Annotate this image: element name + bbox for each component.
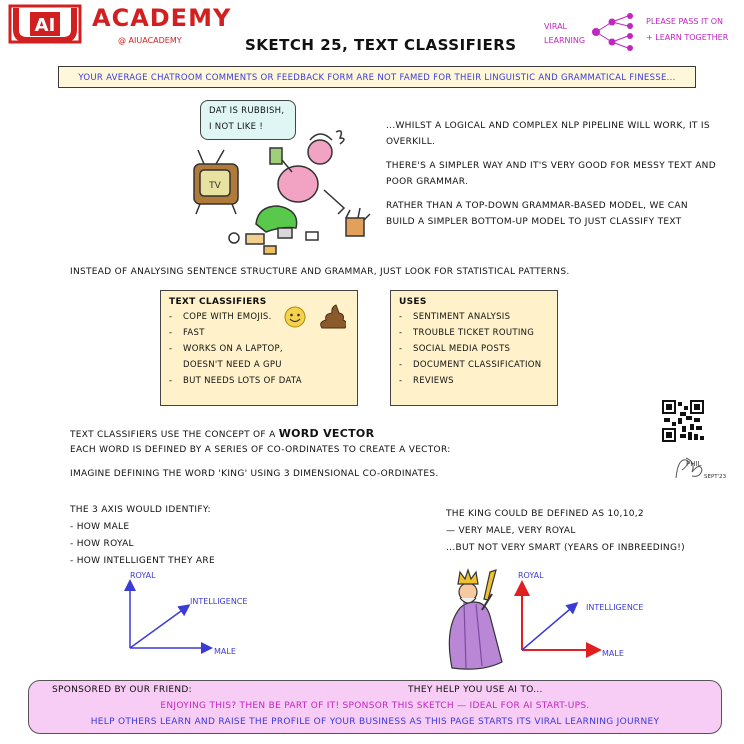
list-item: - BUT NEEDS LOTS OF DATA	[169, 373, 349, 389]
page-title: SKETCH 25, TEXT CLASSIFIERS	[245, 36, 517, 54]
signature-icon	[672, 452, 732, 482]
intro-banner: YOUR AVERAGE CHATROOM COMMENTS OR FEEDBACK FORM ARE NOT FAMED FOR THEIR LINGUISTIC AND GRAMMATICAL FINESSE...	[58, 66, 696, 88]
viral-learning-label: VIRAL LEARNING	[544, 22, 586, 45]
intro-paragraph-2: THERE'S A SIMPLER WAY AND IT'S VERY GOOD FOR MESSY TEXT AND POOR GRAMMAR.	[386, 161, 716, 187]
list-item: - SENTIMENT ANALYSIS	[399, 309, 549, 325]
sponsor-viral-message: HELP OTHERS LEARN AND RAISE THE PROFILE OF YOUR BUSINESS AS THIS PAGE STARTS ITS VIRAL LEARNING JOURNEY	[90, 717, 660, 727]
axes-diagram-red	[504, 566, 674, 666]
word-vector-text: TEXT CLASSIFIERS USE THE CONCEPT OF A WORD VECTOR	[70, 427, 375, 440]
smiley-emoji-icon	[284, 306, 306, 328]
uses-panel	[390, 290, 558, 406]
panel-heading: USES	[399, 297, 427, 307]
king-definition: THE KING COULD BE DEFINED AS 10,10,2 — VERY MALE, VERY ROYAL ...BUT NOT VERY SMART (YEARS OF INBREEDING!)	[446, 509, 685, 553]
list-item: - DOCUMENT CLASSIFICATION	[399, 357, 549, 373]
list-item: - TROUBLE TICKET ROUTING	[399, 325, 549, 341]
network-icon	[590, 10, 642, 54]
speech-bubble: DAT IS RUBBISH, I NOT LIKE !	[200, 100, 296, 140]
list-item: - WORKS ON A LAPTOP,	[169, 341, 349, 357]
list-item: - HOW MALE	[70, 522, 130, 532]
list-item: - REVIEWS	[399, 373, 549, 389]
sponsor-helps: THEY HELP YOU USE AI TO...	[408, 685, 543, 695]
svg-text:PHIL: PHIL	[686, 460, 702, 468]
svg-text:ROYAL: ROYAL	[130, 571, 156, 580]
poo-emoji-icon	[318, 304, 346, 330]
list-item: - SOCIAL MEDIA POSTS	[399, 341, 549, 357]
brand-handle: @ AIUACADEMY	[118, 36, 182, 45]
list-item: - COPE WITH EMOJIS.	[169, 309, 349, 325]
logo-icon	[8, 4, 82, 44]
svg-text:ROYAL: ROYAL	[518, 571, 544, 580]
svg-text:AI: AI	[34, 15, 56, 36]
panel-heading: TEXT CLASSIFIERS	[169, 297, 267, 307]
word-vector-term: WORD VECTOR	[278, 427, 375, 440]
intro-text	[386, 118, 716, 238]
list-item: - HOW INTELLIGENT THEY ARE	[70, 556, 215, 566]
svg-text:MALE: MALE	[214, 647, 236, 656]
qr-code-icon	[662, 400, 704, 442]
coordinates-text: EACH WORD IS DEFINED BY A SERIES OF CO-ORDINATES TO CREATE A VECTOR:	[70, 445, 451, 455]
intro-paragraph-3: RATHER THAN A TOP-DOWN GRAMMAR-BASED MODEL, WE CAN BUILD A SIMPLER BOTTOM-UP MODEL TO JUST CLASSIFY TEXT	[386, 201, 688, 227]
sponsor-call-to-action: ENJOYING THIS? THEN BE PART OF IT! SPONSOR THIS SKETCH — IDEAL FOR AI START-UPS.	[160, 701, 590, 711]
axis-list: THE 3 AXIS WOULD IDENTIFY: - HOW MALE - HOW ROYAL - HOW INTELLIGENT THEY ARE	[70, 502, 215, 570]
imagine-text: IMAGINE DEFINING THE WORD 'KING' USING 3 DIMENSIONAL CO-ORDINATES.	[70, 469, 439, 479]
axes-diagram-blue	[110, 566, 260, 666]
svg-text:INTELLIGENCE: INTELLIGENCE	[190, 597, 248, 606]
list-item: - HOW ROYAL	[70, 539, 134, 549]
king-illustration	[432, 566, 512, 670]
sponsor-label: SPONSORED BY OUR FRIEND:	[52, 685, 192, 695]
statistical-patterns-text: INSTEAD OF ANALYSING SENTENCE STRUCTURE AND GRAMMAR, JUST LOOK FOR STATISTICAL PATTERNS.	[70, 267, 570, 277]
pass-it-on-label: PLEASE PASS IT ON + LEARN TOGETHER	[646, 17, 729, 42]
brand-name: ACADEMY	[92, 4, 232, 32]
svg-text:MALE: MALE	[602, 649, 624, 658]
svg-text:INTELLIGENCE: INTELLIGENCE	[586, 603, 644, 612]
list-item: DOESN'T NEED A GPU	[183, 360, 282, 370]
intro-paragraph-1: ...WHILST A LOGICAL AND COMPLEX NLP PIPELINE WILL WORK, IT IS OVERKILL.	[386, 121, 710, 147]
svg-text:SEPT'23: SEPT'23	[704, 474, 727, 480]
list-item: - FAST	[169, 325, 349, 341]
svg-text:TV: TV	[209, 181, 221, 191]
